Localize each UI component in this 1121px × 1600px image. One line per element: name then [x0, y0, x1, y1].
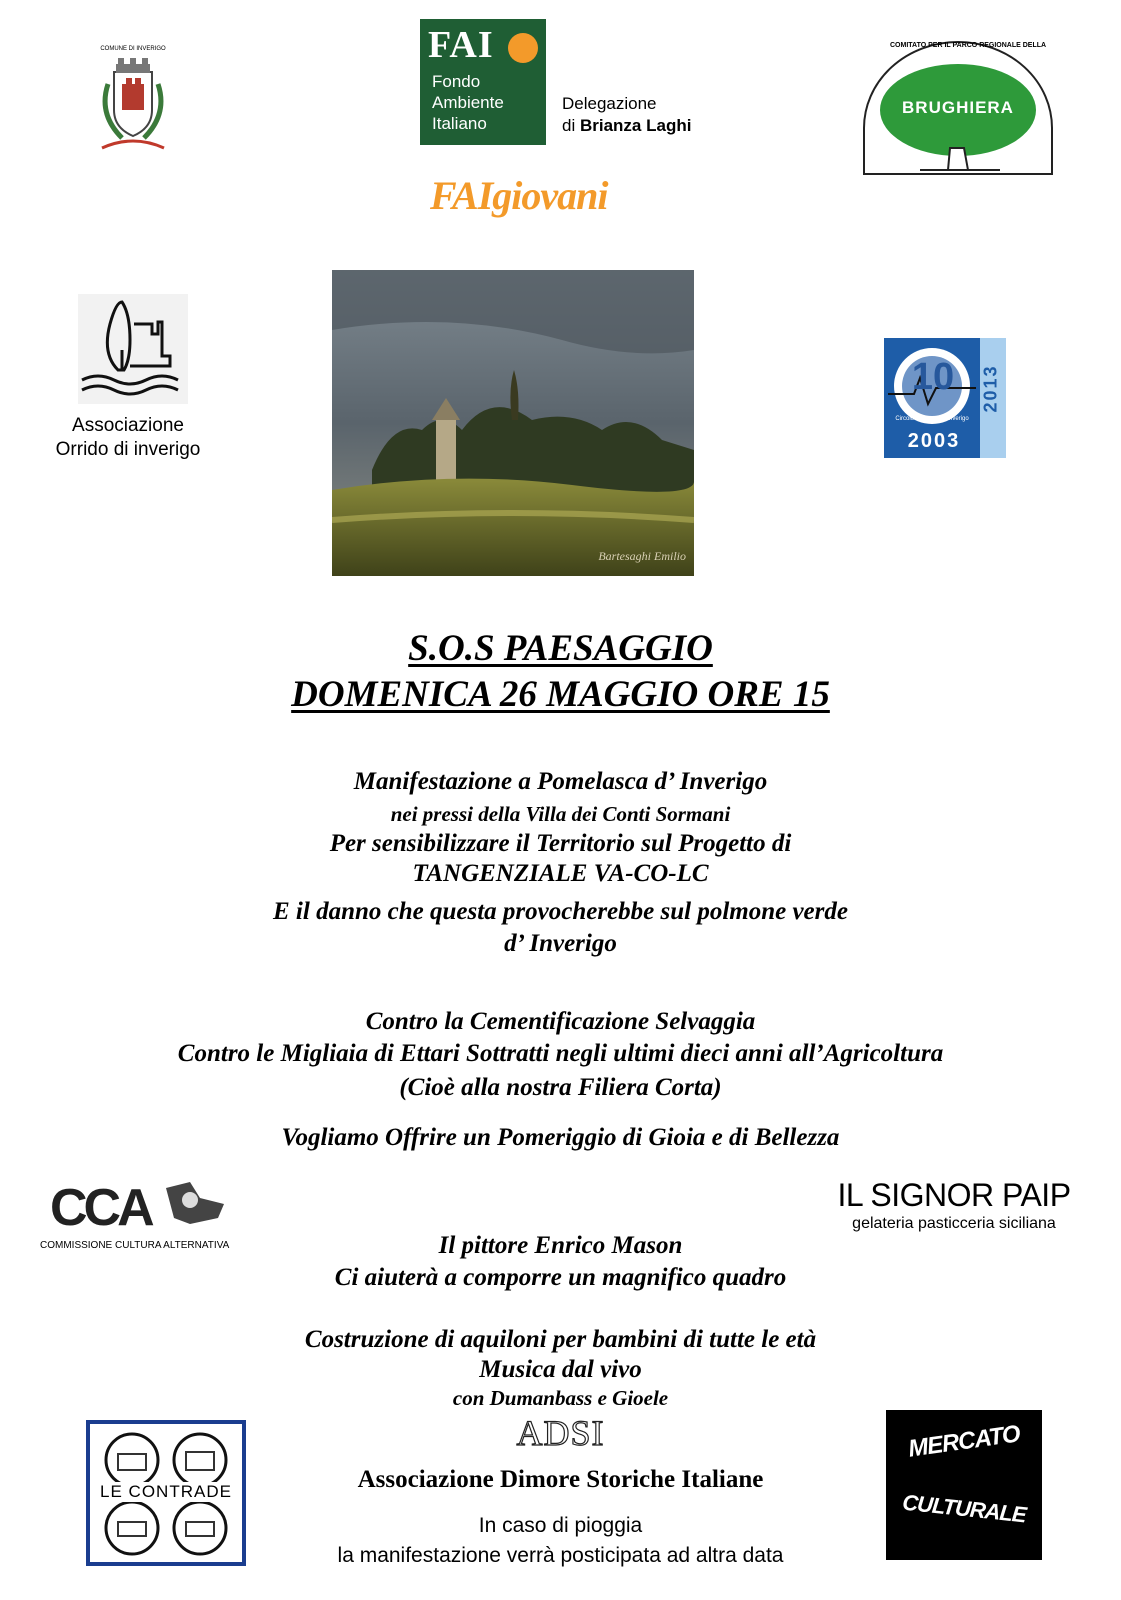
body-line-12: Ci aiuterà a comporre un magnifico quadro	[334, 1264, 787, 1291]
fai-giovani-logo: FAIgiovani	[430, 173, 608, 218]
orrido-line-1: Associazione	[72, 415, 184, 436]
rain-line-1: In caso di pioggia	[478, 1514, 643, 1537]
brughiera-logo	[860, 38, 1056, 178]
paip-tagline: gelateria pasticceria siciliana	[852, 1215, 1056, 1232]
circolo-number: 10	[911, 356, 955, 398]
headline-title: S.O.S PAESAGGIO	[408, 628, 713, 669]
fai-sub-2: Ambiente	[432, 93, 504, 112]
circolo-year-side: 2013	[980, 364, 1001, 413]
body-line-6: d’ Inverigo	[504, 930, 617, 957]
body-line-8: Contro le Migliaia di Ettari Sottratti negli ultimi dieci anni all’Agricoltura	[177, 1040, 944, 1067]
fai-logo	[420, 19, 546, 145]
adsi-name: Associazione Dimore Storiche Italiane	[357, 1466, 764, 1493]
cca-caption: COMMISSIONE CULTURA ALTERNATIVA	[40, 1240, 230, 1251]
cca-mark: CCA	[50, 1179, 151, 1237]
body-line-9: (Cioè alla nostra Filiera Corta)	[399, 1074, 722, 1101]
orrido-caption	[28, 414, 228, 462]
paip-logo	[826, 1176, 1082, 1234]
adsi-mark: ADSI	[516, 1413, 605, 1453]
fai-flower-icon	[508, 33, 538, 63]
circolo-caption: Circolo Fotografico Inverigo	[895, 416, 969, 422]
fai-sub-1: Fondo	[432, 72, 481, 91]
brughiera-arc-text: COMITATO PER IL PARCO REGIONALE DELLA	[890, 42, 1047, 49]
body-line-3: Per sensibilizzare il Territorio sul Progetto di	[329, 830, 792, 857]
mercato-culturale-logo	[886, 1410, 1042, 1560]
fai-delegazione	[562, 93, 691, 137]
le-contrade-name: LE CONTRADE	[90, 1482, 242, 1502]
fai-title: FAI	[428, 24, 494, 66]
circolo-fotografico-logo	[884, 338, 1006, 458]
comune-inverigo-logo	[92, 44, 174, 162]
circolo-year-bottom: 2003	[907, 430, 961, 452]
mercato-line-2: CULTURALE	[901, 1489, 1027, 1528]
mercato-line-1: MERCATO	[906, 1420, 1022, 1463]
paip-name: IL SIGNOR PAIP	[837, 1177, 1071, 1213]
body-line-14: Musica dal vivo	[479, 1356, 642, 1383]
body-line-11: Il pittore Enrico Mason	[438, 1232, 683, 1259]
fai-deleg-prefix: di	[562, 116, 580, 135]
brughiera-name: BRUGHIERA	[902, 98, 1014, 117]
body-line-1: Manifestazione a Pomelasca d’ Inverigo	[353, 768, 768, 795]
body-line-10: Vogliamo Offrire un Pomeriggio di Gioia e di Bellezza	[281, 1124, 840, 1151]
body-line-13: Costruzione di aquiloni per bambini di tutte le età	[304, 1326, 817, 1353]
body-line-4: TANGENZIALE VA-CO-LC	[412, 860, 709, 887]
orrido-logo	[78, 294, 188, 404]
headline-block	[0, 626, 1121, 718]
fai-deleg-name: Brianza Laghi	[579, 116, 692, 135]
cca-figure-icon	[160, 1178, 230, 1236]
fai-sub-3: Italiano	[432, 114, 487, 133]
comune-caption: COMUNE DI INVERIGO	[100, 46, 166, 52]
rain-line-2: la manifestazione verrà posticipata ad altra data	[337, 1544, 784, 1567]
body-line-7: Contro la Cementificazione Selvaggia	[365, 1008, 756, 1035]
body-line-15: con Dumanbass e Gioele	[452, 1386, 669, 1410]
orrido-line-2: Orrido di inverigo	[55, 439, 201, 460]
landscape-photo	[332, 270, 694, 576]
headline-date: DOMENICA 26 MAGGIO ORE 15	[291, 674, 830, 715]
photo-credit: Bartesaghi Emilio	[598, 549, 686, 563]
fai-deleg-1: Delegazione	[562, 94, 657, 113]
body-line-5: E il danno che questa provocherebbe sul polmone verde	[273, 898, 848, 925]
body-line-2: nei pressi della Villa dei Conti Sormani	[390, 802, 731, 826]
